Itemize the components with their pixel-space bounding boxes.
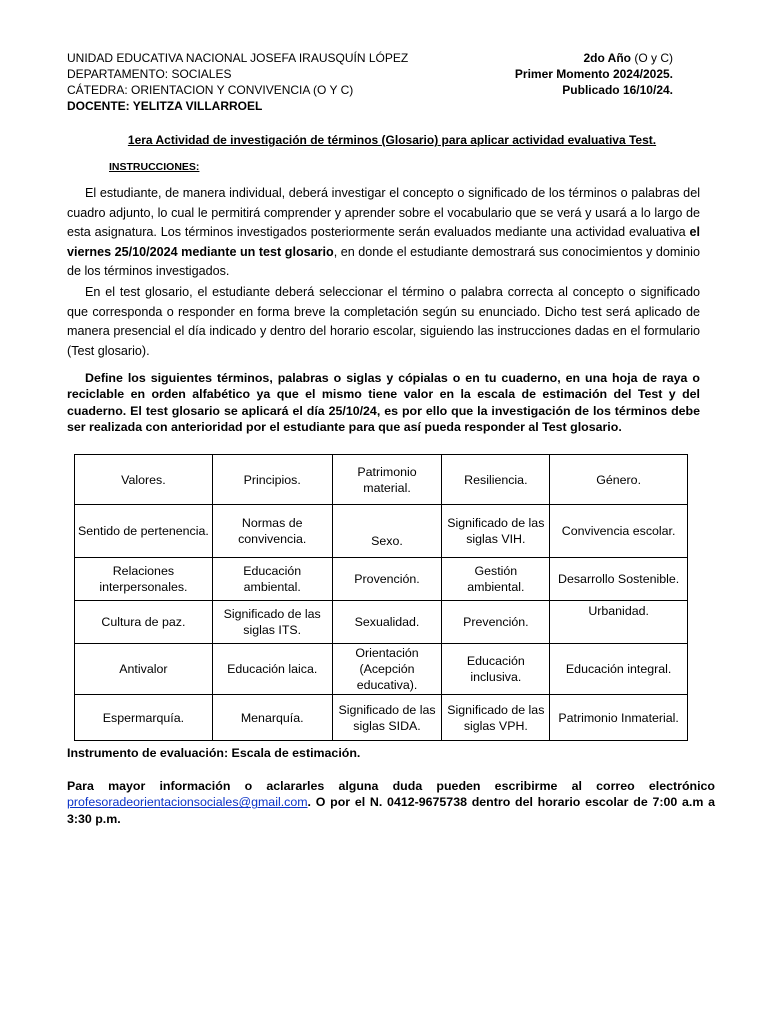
chair: CÁTEDRA: ORIENTACION Y CONVIVENCIA (O Y C) xyxy=(67,83,354,97)
grade-bold: 2do Año xyxy=(583,51,631,65)
table-cell: Prevención. xyxy=(442,601,550,644)
department: DEPARTAMENTO: SOCIALES xyxy=(67,67,232,81)
table-cell: Sexualidad. xyxy=(332,601,442,644)
table-cell: Menarquía. xyxy=(212,695,332,741)
table-row xyxy=(75,505,688,558)
table-cell: Desarrollo Sostenible. xyxy=(550,558,688,601)
table-cell: Significado de las siglas SIDA. xyxy=(332,695,442,741)
table-cell: Educación laica. xyxy=(212,644,332,695)
table-row xyxy=(75,695,688,741)
table-cell: Educación ambiental. xyxy=(212,558,332,601)
document-header xyxy=(67,50,673,114)
terms-table xyxy=(74,454,688,741)
table-cell: Normas de convivencia. xyxy=(212,505,332,558)
table-cell: Género. xyxy=(550,455,688,505)
table-row xyxy=(75,558,688,601)
header-row-4 xyxy=(67,98,673,114)
table-cell: Principios. xyxy=(212,455,332,505)
table-cell: Patrimonio Inmaterial. xyxy=(550,695,688,741)
header-row-3 xyxy=(67,82,673,98)
table-cell: Resiliencia. xyxy=(442,455,550,505)
table-cell: Patrimonio material. xyxy=(332,455,442,505)
table-row xyxy=(75,644,688,695)
table-cell: Sentido de pertenencia. xyxy=(75,505,213,558)
grade xyxy=(583,50,673,66)
table-cell: Relaciones interpersonales. xyxy=(75,558,213,601)
contact-info xyxy=(67,778,715,827)
table-cell: Cultura de paz. xyxy=(75,601,213,644)
instructions-paragraph-1 xyxy=(67,184,700,282)
contact-text-b: . O por el N. 0412-9675738 dentro del horario escolar de 7:00 a.m a 3:30 p.m. xyxy=(67,795,715,826)
table-row xyxy=(75,601,688,644)
header-row-2 xyxy=(67,66,673,82)
email-link[interactable]: profesoradeorientacionsociales@gmail.com xyxy=(67,795,308,810)
publish-date: Publicado 16/10/24. xyxy=(562,83,673,97)
table-cell: Sexo. xyxy=(332,505,442,558)
table-cell: Significado de las siglas ITS. xyxy=(212,601,332,644)
activity-title: 1era Actividad de investigación de términos (Glosario) para aplicar actividad evaluativa Test. xyxy=(127,133,657,147)
table-cell: Gestión ambiental. xyxy=(442,558,550,601)
table-cell: Convivencia escolar. xyxy=(550,505,688,558)
table-cell: Valores. xyxy=(75,455,213,505)
evaluation-instrument: Instrumento de evaluación: Escala de estimación. xyxy=(67,746,361,760)
school-name: UNIDAD EDUCATIVA NACIONAL JOSEFA IRAUSQUÍN LÓPEZ xyxy=(67,51,409,65)
table-cell: Provención. xyxy=(332,558,442,601)
header-row-1 xyxy=(67,50,673,66)
contact-text-a: Para mayor información o aclararles alguna duda pueden escribirme al correo electrónico xyxy=(67,779,715,793)
table-cell: Espermarquía. xyxy=(75,695,213,741)
table-cell: Antivalor xyxy=(75,644,213,695)
table-cell: Educación inclusiva. xyxy=(442,644,550,695)
school-moment: Primer Momento 2024/2025. xyxy=(514,67,673,81)
teacher: DOCENTE: YELITZA VILLARROEL xyxy=(67,99,263,113)
paragraph-1-text-a: El estudiante, de manera individual, deberá investigar el concepto o significado de los términos o palabras del cuadro adjunto, lo cual le permitirá comprender y aprender sobre el vocabulario que se verá y usará a lo largo de esta asignatura. Los términos investigados posteriormente serán evaluados mediante una actividad evaluativa xyxy=(67,186,700,240)
instructions-paragraph-3: Define los siguientes términos, palabras o siglas y cópialas o en tu cuaderno, en una hoja de raya o reciclable en orden alfabético ya que el mismo tiene valor en la escala de estimación del Test y del cuaderno. El test glosario se aplicará el día 25/10/24, es por ello que la investigación de los términos debe ser realizada con anterioridad por el estudiante para que así pueda responder al Test glosario. xyxy=(67,371,700,435)
table-cell: Significado de las siglas VIH. xyxy=(442,505,550,558)
table-cell: Significado de las siglas VPH. xyxy=(442,695,550,741)
instructions-paragraph-2: En el test glosario, el estudiante deberá seleccionar el término o palabra correcta al concepto o significado que corresponda o responder en forma breve la completación según su enunciado. Dicho test será aplicado de manera presencial el día indicado y dentro del horario escolar, siguiendo las instrucciones dadas en el formulario (Test glosario). xyxy=(67,285,700,358)
paragraph-1-text-b: , en donde el estudiante demostrará sus conocimientos y dominio de los términos investigados. xyxy=(67,244,700,279)
table-cell: Orientación (Acepción educativa). xyxy=(332,644,442,695)
table-cell: Urbanidad. xyxy=(550,601,688,644)
grade-rest: (O y C) xyxy=(631,51,673,65)
table-cell: Educación integral. xyxy=(550,644,688,695)
instructions-heading: INSTRUCCIONES: xyxy=(109,161,200,173)
table-row xyxy=(75,455,688,505)
paragraph-1-date-highlight: el viernes 25/10/2024 mediante un test glosario xyxy=(67,225,700,259)
